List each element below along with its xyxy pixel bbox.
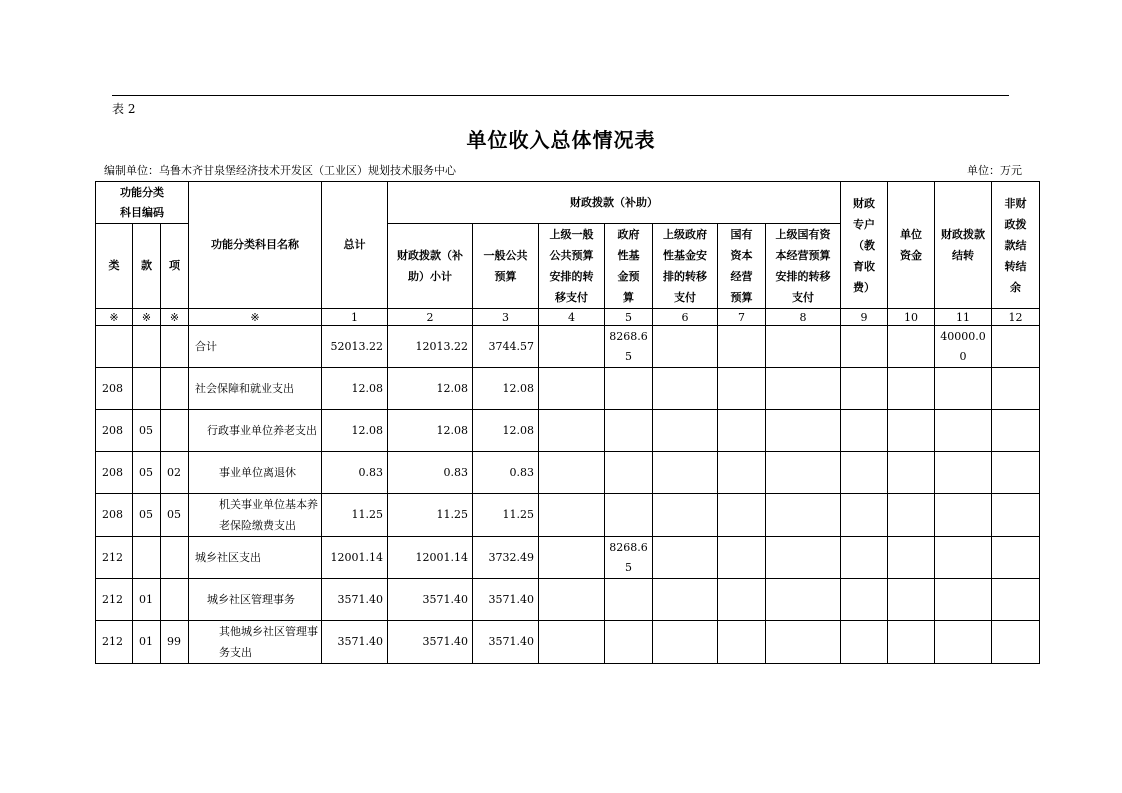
header-special: 财政专户（教育收费） xyxy=(841,182,888,309)
amount-c12 xyxy=(992,537,1040,579)
amount-c4 xyxy=(539,579,605,621)
table-row xyxy=(96,410,1040,452)
amount-c6 xyxy=(653,452,718,494)
index-cell: 4 xyxy=(539,309,605,326)
table-row xyxy=(96,537,1040,579)
table-row xyxy=(96,326,1040,368)
amount-c1: 3571.40 xyxy=(322,579,388,621)
amount-c2: 12001.14 xyxy=(388,537,473,579)
amount-c5: 8268.65 xyxy=(605,326,653,368)
index-cell: 6 xyxy=(653,309,718,326)
amount-c5: 8268.65 xyxy=(605,537,653,579)
header-name: 功能分类科目名称 xyxy=(189,182,322,309)
subject-name: 行政事业单位养老支出 xyxy=(189,410,322,452)
code-kuan: 01 xyxy=(133,579,161,621)
amount-c11 xyxy=(935,452,992,494)
code-lei: 208 xyxy=(96,368,133,410)
code-lei: 212 xyxy=(96,537,133,579)
header-unit-fund: 单位资金 xyxy=(888,182,935,309)
amount-c8 xyxy=(766,537,841,579)
table-row xyxy=(96,452,1040,494)
amount-c8 xyxy=(766,494,841,537)
code-xiang xyxy=(161,410,189,452)
code-kuan xyxy=(133,326,161,368)
index-cell: 7 xyxy=(718,309,766,326)
amount-c10 xyxy=(888,579,935,621)
index-cell: 3 xyxy=(473,309,539,326)
amount-c4 xyxy=(539,537,605,579)
header-upper-state-capital: 上级国有资本经营预算安排的转移支付 xyxy=(766,224,841,309)
amount-c11 xyxy=(935,621,992,664)
index-cell: ※ xyxy=(161,309,189,326)
code-kuan xyxy=(133,537,161,579)
header-lei: 类 xyxy=(96,224,133,309)
amount-c1: 52013.22 xyxy=(322,326,388,368)
amount-c2: 3571.40 xyxy=(388,621,473,664)
header-general: 一般公共预算 xyxy=(473,224,539,309)
header-fiscal-sub: 财政拨款（补助）小计 xyxy=(388,224,473,309)
header-upper-gov-fund: 上级政府性基金安排的转移支付 xyxy=(653,224,718,309)
amount-c9 xyxy=(841,410,888,452)
amount-c8 xyxy=(766,452,841,494)
subject-name: 合计 xyxy=(189,326,322,368)
amount-c8 xyxy=(766,579,841,621)
amount-c8 xyxy=(766,368,841,410)
top-rule xyxy=(112,95,1009,96)
header-state-capital: 国有资本经营预算 xyxy=(718,224,766,309)
table-row xyxy=(96,494,1040,537)
amount-c9 xyxy=(841,368,888,410)
amount-c5 xyxy=(605,452,653,494)
index-cell: 1 xyxy=(322,309,388,326)
amount-c10 xyxy=(888,537,935,579)
compiling-unit: 编制单位：乌鲁木齐甘泉堡经济技术开发区（工业区）规划技术服务中心 xyxy=(104,164,456,177)
table-row xyxy=(96,368,1040,410)
header-nonfiscal-carryover: 非财政拨款结转结余 xyxy=(992,182,1040,309)
code-lei: 208 xyxy=(96,494,133,537)
amount-c7 xyxy=(718,537,766,579)
amount-c1: 3571.40 xyxy=(322,621,388,664)
amount-c9 xyxy=(841,452,888,494)
index-cell: ※ xyxy=(96,309,133,326)
amount-c11 xyxy=(935,368,992,410)
amount-c7 xyxy=(718,368,766,410)
subject-name: 事业单位离退休 xyxy=(189,452,322,494)
header-fiscal-group: 财政拨款（补助） xyxy=(388,182,841,224)
amount-c12 xyxy=(992,326,1040,368)
index-cell: 10 xyxy=(888,309,935,326)
amount-c9 xyxy=(841,326,888,368)
amount-c12 xyxy=(992,621,1040,664)
code-lei: 208 xyxy=(96,410,133,452)
amount-c3: 3732.49 xyxy=(473,537,539,579)
code-kuan: 05 xyxy=(133,452,161,494)
code-xiang xyxy=(161,537,189,579)
amount-c4 xyxy=(539,410,605,452)
amount-c11: 40000.00 xyxy=(935,326,992,368)
amount-c3: 12.08 xyxy=(473,410,539,452)
amount-c6 xyxy=(653,494,718,537)
amount-c1: 11.25 xyxy=(322,494,388,537)
code-kuan: 05 xyxy=(133,494,161,537)
amount-c12 xyxy=(992,452,1040,494)
header-total: 总计 xyxy=(322,182,388,309)
amount-c6 xyxy=(653,326,718,368)
subject-name: 机关事业单位基本养老保险缴费支出 xyxy=(189,494,322,537)
amount-c5 xyxy=(605,410,653,452)
table-number: 表 2 xyxy=(112,102,136,116)
code-lei: 208 xyxy=(96,452,133,494)
currency-unit: 单位：万元 xyxy=(967,164,1022,177)
code-xiang: 02 xyxy=(161,452,189,494)
amount-c12 xyxy=(992,410,1040,452)
amount-c10 xyxy=(888,621,935,664)
amount-c4 xyxy=(539,326,605,368)
amount-c7 xyxy=(718,410,766,452)
amount-c10 xyxy=(888,326,935,368)
amount-c6 xyxy=(653,537,718,579)
amount-c7 xyxy=(718,579,766,621)
index-cell: 12 xyxy=(992,309,1040,326)
amount-c2: 12013.22 xyxy=(388,326,473,368)
code-lei: 212 xyxy=(96,579,133,621)
amount-c4 xyxy=(539,368,605,410)
code-kuan xyxy=(133,368,161,410)
header-carryover: 财政拨款结转 xyxy=(935,182,992,309)
amount-c4 xyxy=(539,621,605,664)
index-cell: 2 xyxy=(388,309,473,326)
amount-c5 xyxy=(605,494,653,537)
income-table xyxy=(95,181,1040,664)
subject-name: 城乡社区管理事务 xyxy=(189,579,322,621)
code-xiang xyxy=(161,368,189,410)
amount-c5 xyxy=(605,368,653,410)
header-upper-general: 上级一般公共预算安排的转移支付 xyxy=(539,224,605,309)
amount-c9 xyxy=(841,579,888,621)
code-lei xyxy=(96,326,133,368)
subject-name: 其他城乡社区管理事务支出 xyxy=(189,621,322,664)
amount-c3: 0.83 xyxy=(473,452,539,494)
amount-c12 xyxy=(992,579,1040,621)
amount-c2: 12.08 xyxy=(388,368,473,410)
index-row xyxy=(96,309,1040,326)
index-cell: 8 xyxy=(766,309,841,326)
amount-c8 xyxy=(766,326,841,368)
amount-c7 xyxy=(718,452,766,494)
code-kuan: 01 xyxy=(133,621,161,664)
amount-c2: 3571.40 xyxy=(388,579,473,621)
amount-c11 xyxy=(935,537,992,579)
index-cell: ※ xyxy=(189,309,322,326)
code-xiang: 05 xyxy=(161,494,189,537)
code-xiang xyxy=(161,326,189,368)
index-cell: 9 xyxy=(841,309,888,326)
amount-c10 xyxy=(888,368,935,410)
subject-name: 社会保障和就业支出 xyxy=(189,368,322,410)
amount-c7 xyxy=(718,621,766,664)
amount-c6 xyxy=(653,579,718,621)
amount-c1: 12001.14 xyxy=(322,537,388,579)
amount-c4 xyxy=(539,452,605,494)
amount-c12 xyxy=(992,494,1040,537)
amount-c3: 12.08 xyxy=(473,368,539,410)
header-code-group: 功能分类 科目编码 xyxy=(96,182,189,224)
amount-c3: 11.25 xyxy=(473,494,539,537)
index-cell: ※ xyxy=(133,309,161,326)
amount-c9 xyxy=(841,494,888,537)
table-row xyxy=(96,579,1040,621)
amount-c1: 12.08 xyxy=(322,368,388,410)
amount-c4 xyxy=(539,494,605,537)
amount-c6 xyxy=(653,621,718,664)
amount-c1: 12.08 xyxy=(322,410,388,452)
amount-c5 xyxy=(605,579,653,621)
amount-c7 xyxy=(718,326,766,368)
page-title: 单位收入总体情况表 xyxy=(466,128,656,152)
amount-c7 xyxy=(718,494,766,537)
amount-c2: 0.83 xyxy=(388,452,473,494)
amount-c3: 3744.57 xyxy=(473,326,539,368)
code-kuan: 05 xyxy=(133,410,161,452)
amount-c10 xyxy=(888,494,935,537)
table-row xyxy=(96,621,1040,664)
code-xiang: 99 xyxy=(161,621,189,664)
amount-c6 xyxy=(653,410,718,452)
amount-c5 xyxy=(605,621,653,664)
index-cell: 5 xyxy=(605,309,653,326)
amount-c11 xyxy=(935,410,992,452)
index-cell: 11 xyxy=(935,309,992,326)
amount-c8 xyxy=(766,621,841,664)
amount-c11 xyxy=(935,579,992,621)
header-kuan: 款 xyxy=(133,224,161,309)
header-gov-fund: 政府性基金预算 xyxy=(605,224,653,309)
amount-c10 xyxy=(888,452,935,494)
code-lei: 212 xyxy=(96,621,133,664)
amount-c9 xyxy=(841,621,888,664)
amount-c2: 11.25 xyxy=(388,494,473,537)
subject-name: 城乡社区支出 xyxy=(189,537,322,579)
header-xiang: 项 xyxy=(161,224,189,309)
amount-c1: 0.83 xyxy=(322,452,388,494)
amount-c6 xyxy=(653,368,718,410)
amount-c3: 3571.40 xyxy=(473,579,539,621)
code-xiang xyxy=(161,579,189,621)
amount-c11 xyxy=(935,494,992,537)
amount-c9 xyxy=(841,537,888,579)
amount-c3: 3571.40 xyxy=(473,621,539,664)
amount-c8 xyxy=(766,410,841,452)
amount-c2: 12.08 xyxy=(388,410,473,452)
amount-c12 xyxy=(992,368,1040,410)
amount-c10 xyxy=(888,410,935,452)
